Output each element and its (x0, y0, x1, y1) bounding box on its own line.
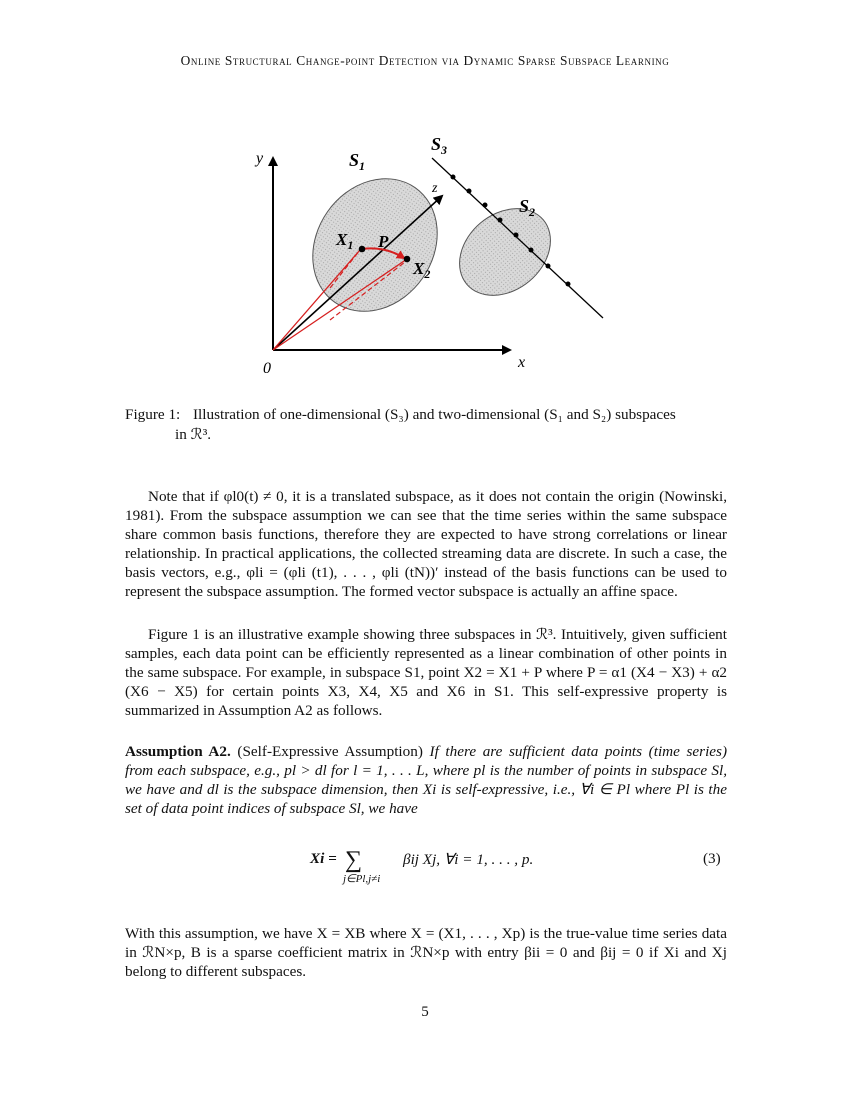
running-header: Online Structural Change-point Detection via Dynamic Sparse Subspace Learning (180, 53, 670, 68)
label-x: x (518, 354, 526, 371)
label-s1 (349, 150, 365, 173)
label-origin: 0 (263, 360, 271, 377)
equation-3 (0, 845, 850, 895)
caption-label: Figure 1: (125, 406, 181, 423)
label-x2-sub: 2 (424, 267, 431, 281)
body-paragraph-2-block (125, 625, 727, 720)
assumption-heading: Assumption A2. (125, 743, 231, 760)
equation-sum-subscript: j∈Pl,j≠i (343, 873, 381, 885)
label-s1-sub: 1 (359, 159, 366, 173)
equation-rhs: βij Xj, ∀i = 1, . . . , p. (403, 851, 534, 868)
label-s1-main: S (349, 150, 360, 170)
assumption-a2 (125, 742, 727, 818)
subspace-s2-ellipse (442, 191, 567, 313)
subspace-s3-line (432, 158, 603, 318)
closing-paragraph: With this assumption, we have X = XB where X = (X1, . . . , Xp) is the true-value time series data in ℛN×p, B is a sparse coefficient matrix in ℛN×p with entry βii = 0 and βij = 0 if Xi and Xj belong to different subspaces. (125, 925, 727, 980)
equation-number: (3) (703, 850, 721, 867)
equation-lhs: Xi = (310, 850, 337, 867)
caption-line2: in ℛ³. (175, 426, 212, 443)
label-z: z (432, 181, 438, 196)
label-x2-main: X (413, 259, 425, 278)
label-s2-sub: 2 (529, 205, 536, 219)
label-x1-main: X (336, 230, 348, 249)
label-s3-main: S (431, 134, 442, 154)
point-x2 (404, 256, 411, 263)
label-s3 (431, 134, 447, 157)
label-s3-sub: 3 (441, 143, 448, 157)
assumption-text: If there are sufficient data points (time series) from each subspace, e.g., pl > dl for l = 1, . . . L, where pl is the number of points in subspace Sl, we have and dl is the subspace dimension, then Xi is self-expressive, i.e., ∀i ∈ Pl where Pl is the set of data point indices of subspace Sl, we have (125, 743, 728, 817)
caption-line1: Illustration of one-dimensional (S₃) and two-dimensional (S₁ and S₂) subspaces (193, 406, 676, 423)
body-paragraph-1: Note that if φl0(t) ≠ 0, it is a translated subspace, as it does not contain the origin (Nowinski, 1981). From the subspace assumption we can see that the time series within the same subspace share common basis functions, therefore they are expected to have strong correlations or linear relationship. In practical applications, the collected streaming data are discrete. In such a case, the basis vectors, e.g., φli = (φli (t1), . . . , φli (tN))′ instead of the basis functions can be used to represent the subspace assumption. The formed vector subspace is actually an affine space. (125, 488, 727, 600)
label-s2-main: S (519, 196, 530, 216)
equation-sum-symbol: ∑ (345, 847, 363, 873)
assumption-name: (Self-Expressive Assumption) (237, 743, 423, 760)
label-x1-sub: 1 (347, 238, 354, 252)
body-paragraph-2: Figure 1 is an illustrative example showing three subspaces in ℛ³. Intuitively, given sufficient samples, each data point can be efficiently represented as a linear combination of other points in the same subspace. For example, in subspace S1, point X2 = X1 + P where P = α1 (X4 − X3) + α2 (X6 − X5) for certain points X3, X4, X5 and X6 in S1. This self-expressive property is summarized in Assumption A2 as follows. (125, 626, 727, 719)
label-y: y (256, 150, 264, 167)
point-x1 (359, 246, 366, 253)
body-paragraph-1-block (125, 487, 727, 601)
page-number: 5 (421, 1004, 429, 1020)
subspace-figure (0, 0, 850, 400)
label-s2 (519, 196, 535, 219)
label-p: P (378, 232, 389, 251)
figure-caption (125, 405, 727, 445)
